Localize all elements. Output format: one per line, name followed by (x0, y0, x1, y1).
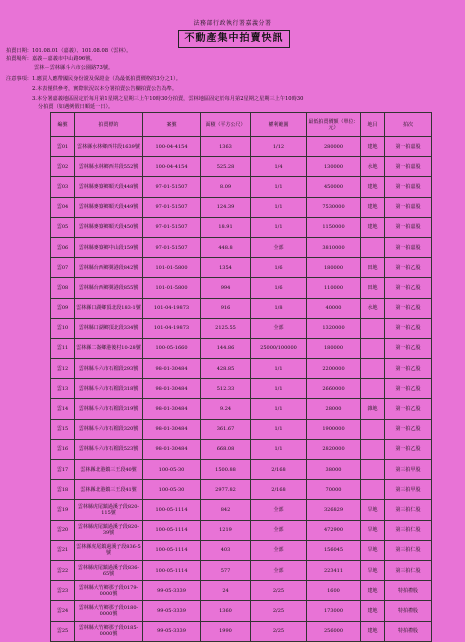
cell-price: 180000 (307, 338, 361, 358)
cell-price: 2660000 (307, 379, 361, 399)
cell-area: 448.8 (201, 237, 251, 257)
cell-area: 577 (201, 560, 251, 580)
cell-round: 第一拍乙股 (385, 359, 432, 379)
cell-right: 1/1 (251, 439, 307, 459)
header-price: 最低拍賣價額（單位：元） (307, 113, 361, 137)
cell-round: 第一拍嘉股 (385, 217, 432, 237)
cell-price: 3810000 (307, 237, 361, 257)
cell-case: 100-05-1114 (143, 560, 201, 580)
cell-case: 100-05-30 (143, 460, 201, 480)
cell-no: 雲04 (51, 197, 75, 217)
table-row (51, 460, 432, 480)
cell-no: 雲22 (51, 560, 75, 580)
cell-right: 1/8 (251, 298, 307, 318)
venue-chiayi: 拍賣場所：嘉義－嘉義市中山路96號。 (6, 56, 96, 62)
cell-price: 256000 (307, 621, 361, 641)
cell-price: 1320000 (307, 318, 361, 338)
cell-land: 田地 (361, 278, 385, 298)
table-row (51, 540, 432, 560)
table-row (51, 237, 432, 257)
cell-no: 雲18 (51, 480, 75, 500)
cell-round: 第三拍仁股 (385, 520, 432, 540)
cell-area: 525.28 (201, 157, 251, 177)
table-row (51, 439, 432, 459)
cell-case: 97-01-51507 (143, 217, 201, 237)
cell-land (361, 480, 385, 500)
table-row (51, 217, 432, 237)
cell-round: 第一拍乙股 (385, 318, 432, 338)
cell-addr: 雲林縣虎尾鎮過溪子段820-39號 (75, 520, 143, 540)
cell-land: 田地 (361, 258, 385, 278)
cell-land: 旱地 (361, 520, 385, 540)
cell-land: 建地 (361, 137, 385, 157)
cell-addr: 雲林縣口湖鄉頂北段183-1號 (75, 298, 143, 318)
cell-land: 旱地 (361, 540, 385, 560)
table-row (51, 318, 432, 338)
cell-round: 第一拍嘉股 (385, 197, 432, 217)
table-row (51, 258, 432, 278)
table-row (51, 500, 432, 520)
table-row (51, 379, 432, 399)
cell-no: 雲24 (51, 601, 75, 621)
cell-price: 180000 (307, 258, 361, 278)
cell-addr: 雲林縣大竹鄉那子段0185-0000號 (75, 621, 143, 641)
cell-round: 第三拍仁股 (385, 560, 432, 580)
cell-area: 403 (201, 540, 251, 560)
table-row (51, 601, 432, 621)
cell-no: 雲05 (51, 217, 75, 237)
cell-no: 雲07 (51, 258, 75, 278)
cell-land: 旱地 (361, 560, 385, 580)
cell-land: 旱地 (361, 500, 385, 520)
cell-round: 第一拍嘉股 (385, 137, 432, 157)
cell-area: 428.85 (201, 359, 251, 379)
table-row (51, 157, 432, 177)
cell-case: 99-05-3339 (143, 621, 201, 641)
cell-right: 1/6 (251, 278, 307, 298)
table-row (51, 298, 432, 318)
auction-table (50, 112, 432, 642)
cell-no: 雲10 (51, 318, 75, 338)
cell-land: 水地 (361, 298, 385, 318)
table-row (51, 560, 432, 580)
cell-case: 101-04-19873 (143, 298, 201, 318)
cell-case: 98-01-30484 (143, 399, 201, 419)
cell-no: 雲06 (51, 237, 75, 257)
cell-area: 361.67 (201, 419, 251, 439)
cell-area: 2977.82 (201, 480, 251, 500)
cell-round: 第一拍乙股 (385, 379, 432, 399)
cell-no: 雲08 (51, 278, 75, 298)
table-row (51, 177, 432, 197)
cell-price: 2200000 (307, 359, 361, 379)
cell-land: 建地 (361, 601, 385, 621)
cell-round: 特拍禮股 (385, 621, 432, 641)
cell-right: 1/1 (251, 197, 307, 217)
cell-addr: 雲林縣台西鄉翼港段842號 (75, 258, 143, 278)
cell-right: 全部 (251, 560, 307, 580)
cell-addr: 雲林縣虎尾鎮過溪子段836-65號 (75, 560, 143, 580)
cell-no: 雲21 (51, 540, 75, 560)
cell-round: 第三拍甲股 (385, 460, 432, 480)
cell-area: 18.91 (201, 217, 251, 237)
cell-addr: 雲林縣麥寮鄉中山段159號 (75, 237, 143, 257)
cell-land: 建地 (361, 621, 385, 641)
table-row (51, 359, 432, 379)
cell-round: 第一拍嘉股 (385, 237, 432, 257)
cell-price: 472900 (307, 520, 361, 540)
cell-case: 98-01-30484 (143, 439, 201, 459)
header-round: 拍次 (385, 113, 432, 137)
cell-area: 144.86 (201, 338, 251, 358)
cell-case: 98-01-30484 (143, 419, 201, 439)
table-row (51, 338, 432, 358)
cell-no: 雲25 (51, 621, 75, 641)
agency-name: 法務部行政執行署嘉義分署 (193, 20, 272, 27)
cell-addr: 雲林縣大竹鄉那子段0179-0000號 (75, 581, 143, 601)
cell-addr: 雲林縣二崙鄉港後村10-28號 (75, 338, 143, 358)
cell-right: 2/25 (251, 621, 307, 641)
cell-case: 100-05-1660 (143, 338, 201, 358)
cell-round: 第一拍乙股 (385, 298, 432, 318)
cell-right: 1/1 (251, 419, 307, 439)
cell-addr: 雲林縣斗六市石榴段318號 (75, 379, 143, 399)
cell-no: 雲13 (51, 379, 75, 399)
table-row (51, 137, 432, 157)
cell-area: 1990 (201, 621, 251, 641)
cell-right: 2/168 (251, 480, 307, 500)
cell-no: 雲11 (51, 338, 75, 358)
cell-case: 100-04-4154 (143, 157, 201, 177)
cell-case: 101-04-19873 (143, 318, 201, 338)
cell-addr: 雲林縣水林鄉西井段552號 (75, 157, 143, 177)
cell-no: 雲20 (51, 520, 75, 540)
note-3b: 分拍賣（如遇例假日順延一日）。 (38, 104, 114, 110)
cell-no: 雲19 (51, 500, 75, 520)
cell-price: 40000 (307, 298, 361, 318)
cell-case: 101-01-5800 (143, 278, 201, 298)
cell-right: 1/12 (251, 137, 307, 157)
cell-right: 2/25 (251, 581, 307, 601)
cell-addr: 雲林縣斗六市石榴段293號 (75, 359, 143, 379)
cell-right: 1/1 (251, 217, 307, 237)
cell-right: 2/168 (251, 460, 307, 480)
cell-addr: 雲林縣北港鎮三王段41號 (75, 480, 143, 500)
cell-round: 第一拍嘉股 (385, 177, 432, 197)
cell-price: 28000 (307, 399, 361, 419)
table-row (51, 278, 432, 298)
cell-round: 第一拍乙股 (385, 419, 432, 439)
cell-area: 9.24 (201, 399, 251, 419)
cell-area: 1360 (201, 601, 251, 621)
cell-price: 110000 (307, 278, 361, 298)
cell-price: 1600 (307, 581, 361, 601)
cell-area: 8.09 (201, 177, 251, 197)
cell-case: 101-01-5800 (143, 258, 201, 278)
cell-land (361, 359, 385, 379)
cell-right: 1/1 (251, 177, 307, 197)
cell-land: 雜地 (361, 399, 385, 419)
cell-case: 100-05-30 (143, 480, 201, 500)
header-no: 編號 (51, 113, 75, 137)
cell-area: 512.33 (201, 379, 251, 399)
cell-right: 1/4 (251, 157, 307, 177)
cell-land: 建地 (361, 177, 385, 197)
header-land: 地目 (361, 113, 385, 137)
cell-land (361, 318, 385, 338)
cell-addr: 雲林縣虎尾鎮過溪子段820-115號 (75, 500, 143, 520)
cell-area: 1219 (201, 520, 251, 540)
cell-land (361, 237, 385, 257)
cell-round: 第一拍嘉股 (385, 157, 432, 177)
cell-area: 668.08 (201, 439, 251, 459)
cell-case: 99-05-3339 (143, 581, 201, 601)
page-title: 不動產集中拍賣快訊 (178, 30, 290, 48)
table-header-row (51, 113, 432, 137)
cell-right: 全部 (251, 318, 307, 338)
cell-price: 223411 (307, 560, 361, 580)
table-row (51, 621, 432, 641)
cell-price: 1900000 (307, 419, 361, 439)
cell-no: 雲14 (51, 399, 75, 419)
cell-price: 1150000 (307, 217, 361, 237)
cell-no: 雲02 (51, 157, 75, 177)
venue-yunlin: 雲林－雲林縣斗六市公園路73號。 (34, 65, 114, 71)
cell-case: 97-01-51507 (143, 197, 201, 217)
cell-price: 326829 (307, 500, 361, 520)
cell-land (361, 460, 385, 480)
note-3a: 3.本分署嘉義地區固定於每月第1星期之星期三上午10時30分拍賣，雲林地區固定於每月第2星期之星期三上午10時30 (32, 96, 304, 102)
cell-land (361, 338, 385, 358)
cell-area: 916 (201, 298, 251, 318)
header-right: 權利範圍 (251, 113, 307, 137)
table-row (51, 520, 432, 540)
cell-addr: 雲林縣斗六市石榴段523號 (75, 439, 143, 459)
cell-right: 1/6 (251, 258, 307, 278)
cell-case: 97-01-51507 (143, 177, 201, 197)
cell-area: 1354 (201, 258, 251, 278)
cell-case: 98-01-30484 (143, 379, 201, 399)
cell-round: 第一拍乙股 (385, 338, 432, 358)
cell-round: 特拍禮股 (385, 601, 432, 621)
cell-no: 雲09 (51, 298, 75, 318)
cell-land: 建地 (361, 197, 385, 217)
cell-round: 第三拍甲股 (385, 480, 432, 500)
table-row (51, 480, 432, 500)
cell-no: 雲01 (51, 137, 75, 157)
cell-addr: 雲林縣大竹鄉那子段0180-0000號 (75, 601, 143, 621)
cell-land (361, 439, 385, 459)
cell-land (361, 419, 385, 439)
cell-area: 24 (201, 581, 251, 601)
cell-land: 建地 (361, 217, 385, 237)
cell-addr: 雲林縣麥寮鄉順天段448號 (75, 177, 143, 197)
cell-case: 100-05-1114 (143, 500, 201, 520)
cell-right: 2/25 (251, 601, 307, 621)
cell-price: 70000 (307, 480, 361, 500)
cell-area: 842 (201, 500, 251, 520)
cell-price: 156045 (307, 540, 361, 560)
cell-addr: 雲林縣麥寮鄉順天段450號 (75, 217, 143, 237)
cell-case: 99-05-3339 (143, 601, 201, 621)
cell-case: 97-01-51507 (143, 237, 201, 257)
cell-land: 建地 (361, 581, 385, 601)
cell-round: 第三拍仁股 (385, 540, 432, 560)
cell-addr: 雲林縣台西鄉翼港段855號 (75, 278, 143, 298)
cell-addr: 雲林縣水林鄉西井段1639號 (75, 137, 143, 157)
cell-right: 1/1 (251, 359, 307, 379)
table-row (51, 581, 432, 601)
cell-round: 第一拍乙股 (385, 399, 432, 419)
cell-area: 994 (201, 278, 251, 298)
cell-right: 全部 (251, 540, 307, 560)
cell-land (361, 379, 385, 399)
cell-no: 雲03 (51, 177, 75, 197)
cell-round: 第三拍仁股 (385, 500, 432, 520)
cell-right: 1/1 (251, 399, 307, 419)
cell-right: 25000/100000 (251, 338, 307, 358)
cell-right: 全部 (251, 237, 307, 257)
cell-round: 第一拍乙股 (385, 439, 432, 459)
note-2: 2.本表僅供參考，實際狀況以本分署拍賣公告欄拍賣公告為準。 (32, 86, 178, 92)
cell-land: 水地 (361, 157, 385, 177)
auction-dates: 拍賣日期：101.08.01（嘉義）、101.08.08（雲林）。 (6, 48, 132, 54)
cell-round: 第一拍乙股 (385, 278, 432, 298)
cell-no: 雲12 (51, 359, 75, 379)
cell-addr: 雲林縣北港鎮三王段40號 (75, 460, 143, 480)
cell-price: 173000 (307, 601, 361, 621)
cell-addr: 雲林縣虎尾鎮過溪子段836-5號 (75, 540, 143, 560)
table-row (51, 419, 432, 439)
cell-price: 450000 (307, 177, 361, 197)
cell-addr: 雲林縣麥寮鄉順天段449號 (75, 197, 143, 217)
cell-no: 雲23 (51, 581, 75, 601)
cell-right: 1/1 (251, 379, 307, 399)
cell-addr: 雲林縣斗六市石榴段320號 (75, 419, 143, 439)
cell-addr: 雲林縣斗六市石榴段319號 (75, 399, 143, 419)
cell-no: 雲16 (51, 439, 75, 459)
cell-no: 雲15 (51, 419, 75, 439)
cell-right: 全部 (251, 520, 307, 540)
cell-price: 2820000 (307, 439, 361, 459)
cell-price: 7530000 (307, 197, 361, 217)
cell-round: 特拍禮股 (385, 581, 432, 601)
cell-right: 全部 (251, 500, 307, 520)
cell-no: 雲17 (51, 460, 75, 480)
cell-case: 98-01-30484 (143, 359, 201, 379)
cell-area: 1363 (201, 137, 251, 157)
cell-area: 124.39 (201, 197, 251, 217)
cell-area: 2125.55 (201, 318, 251, 338)
cell-price: 130000 (307, 157, 361, 177)
note-1: 注意事項：1.應買人應帶國民身份證及保證金（為最低拍賣價格的3分之1）。 (6, 76, 181, 82)
cell-area: 1500.88 (201, 460, 251, 480)
cell-round: 第一拍乙股 (385, 258, 432, 278)
header-target: 拍賣標的 (75, 113, 143, 137)
cell-price: 38000 (307, 460, 361, 480)
table-row (51, 197, 432, 217)
table-row (51, 399, 432, 419)
cell-addr: 雲林縣口湖鄉頂北段334號 (75, 318, 143, 338)
cell-case: 100-05-1114 (143, 540, 201, 560)
cell-case: 100-05-1114 (143, 520, 201, 540)
header-case: 案號 (143, 113, 201, 137)
cell-case: 100-04-4154 (143, 137, 201, 157)
cell-price: 280000 (307, 137, 361, 157)
header-area: 面積（平方公尺） (201, 113, 251, 137)
